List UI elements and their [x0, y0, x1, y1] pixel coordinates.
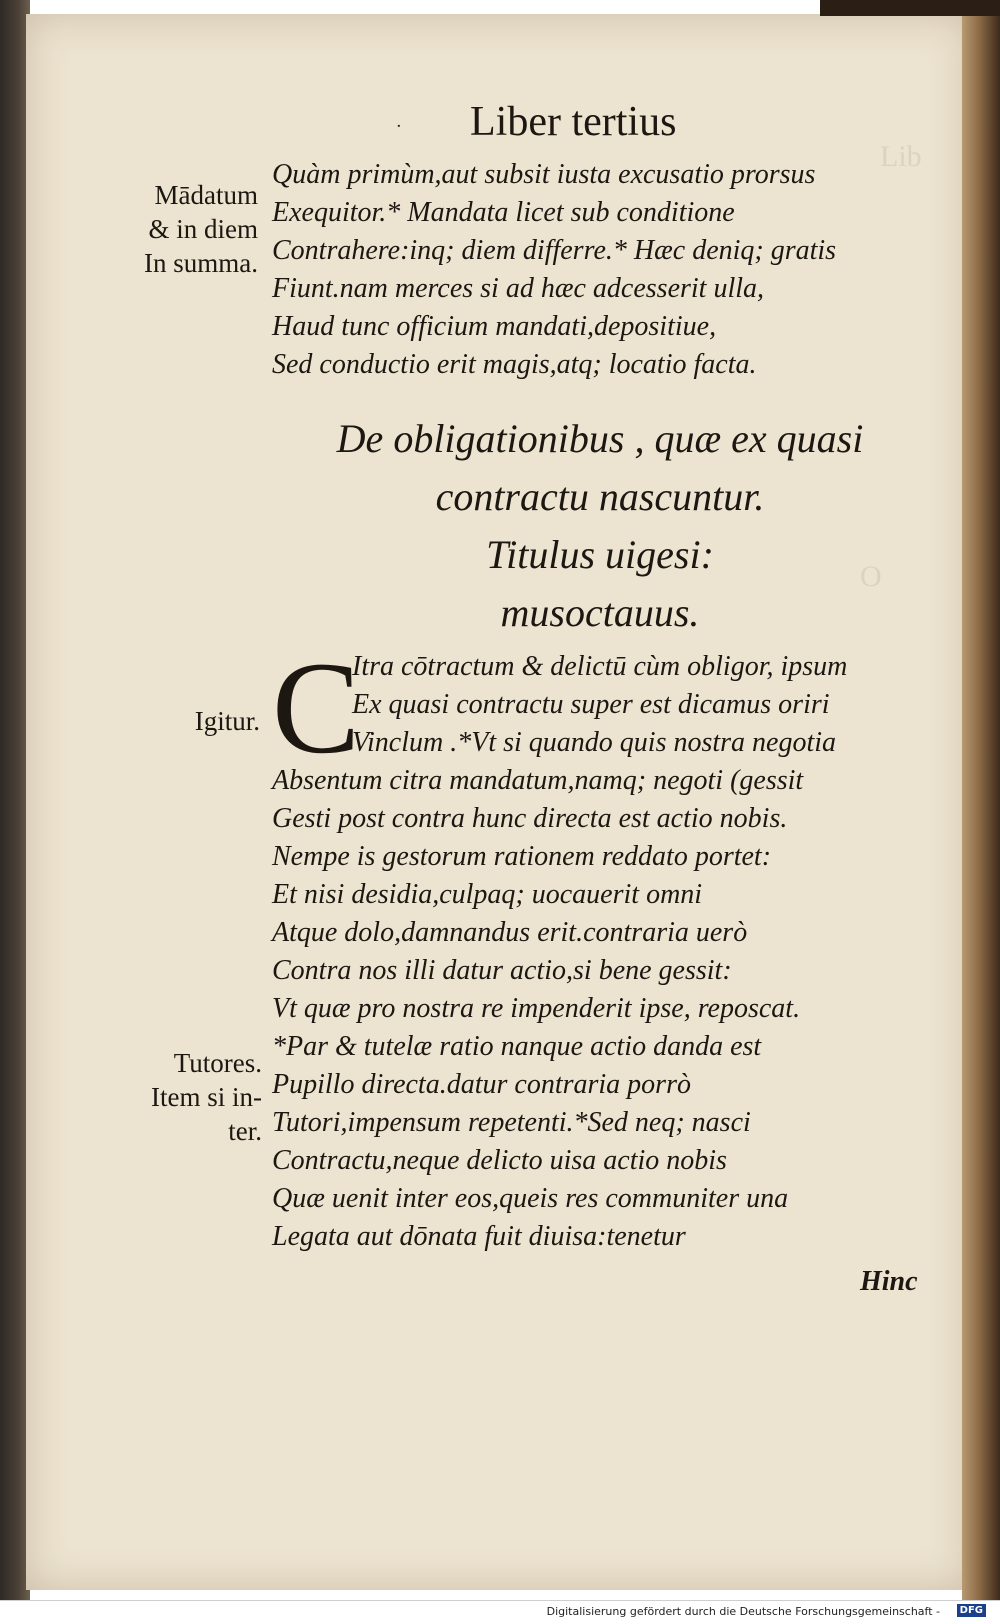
section-title — [300, 410, 900, 642]
title-line: contractu nascuntur. — [435, 474, 765, 519]
marginal-line: Igitur. — [194, 706, 260, 736]
catchword: Hinc — [860, 1266, 918, 1297]
verse-line: Quæ uenit inter eos,queis res communiter una — [272, 1183, 789, 1214]
marginal-line: In summa. — [144, 248, 258, 278]
verse-line: Atque dolo,damnandus erit.contraria uerò — [272, 917, 748, 948]
text-block-top — [272, 156, 836, 384]
marginal-note-tutores — [110, 1046, 262, 1148]
title-line: musoctauus. — [500, 590, 700, 635]
verse-line: Nempe is gestorum rationem reddato portet: — [272, 841, 772, 872]
verse-line: Gesti post contra hunc directa est actio nobis. — [272, 803, 788, 834]
marginal-line: Tutores. — [173, 1048, 262, 1078]
bleed-through: Lib — [880, 140, 922, 173]
title-line: De obligationibus , quæ ex quasi — [336, 416, 864, 461]
verse-line: *Par & tutelæ ratio nanque actio danda est — [272, 1031, 762, 1062]
marginal-line: Mādatum — [154, 180, 258, 210]
verse-line: Exequitor.* Mandata licet sub conditione — [272, 197, 735, 228]
verse-line: Contractu,neque delicto uisa actio nobis — [272, 1145, 727, 1176]
marginal-note-mandatum — [104, 178, 258, 280]
marginal-note-igitur — [140, 704, 260, 738]
dfg-logo: DFG — [957, 1604, 986, 1617]
verse-line: Et nisi desidia,culpaq; uocauerit omni — [272, 879, 703, 910]
running-title: Liber tertius — [470, 99, 677, 145]
book-top-edge — [820, 0, 1000, 16]
marginal-line: & in diem — [148, 214, 258, 244]
title-line: Titulus uigesi: — [486, 532, 714, 577]
verse-line: Quàm primùm,aut subsit iusta excusatio prorsus — [272, 159, 816, 190]
verse-line: Vt quæ pro nostra re impenderit ipse, reposcat. — [272, 993, 801, 1024]
verse-line: Tutori,impensum repetenti.*Sed neq; nasci — [272, 1107, 751, 1138]
marginal-line: ter. — [228, 1116, 262, 1146]
initial-letter: C — [272, 634, 361, 781]
verse-line: Haud tunc officium mandati,depositiue, — [272, 311, 717, 342]
text-block-main — [272, 634, 848, 1256]
verse-line: Contra nos illi datur actio,si bene gessit: — [272, 955, 732, 986]
verse-line: Absentum citra mandatum,namq; negoti (gessit — [272, 765, 804, 796]
header-ornament: · — [396, 116, 402, 137]
verse-line: Itra cōtractum & delictū cùm obligor, ipsum — [352, 651, 848, 682]
bleed-through: O — [860, 560, 882, 593]
verse-line: Vinclum .*Vt si quando quis nostra negotia — [352, 727, 837, 758]
verse-line: Sed conductio erit magis,atq; locatio facta. — [272, 349, 757, 380]
verse-line: Ex quasi contractu super est dicamus oriri — [352, 689, 830, 720]
verse-line: Contrahere:inq; diem differre.* Hæc deniq; gratis — [272, 235, 837, 266]
verse-line: Legata aut dōnata fuit diuisa:tenetur — [272, 1221, 686, 1252]
marginal-line: Item si in- — [151, 1082, 262, 1112]
verse-line: Fiunt.nam merces si ad hæc adcesserit ulla, — [272, 273, 765, 304]
page-edge — [962, 0, 1000, 1600]
verse-line: Pupillo directa.datur contraria porrò — [272, 1069, 691, 1100]
funding-credit: Digitalisierung gefördert durch die Deutsche Forschungsgemeinschaft - — [546, 1605, 940, 1618]
